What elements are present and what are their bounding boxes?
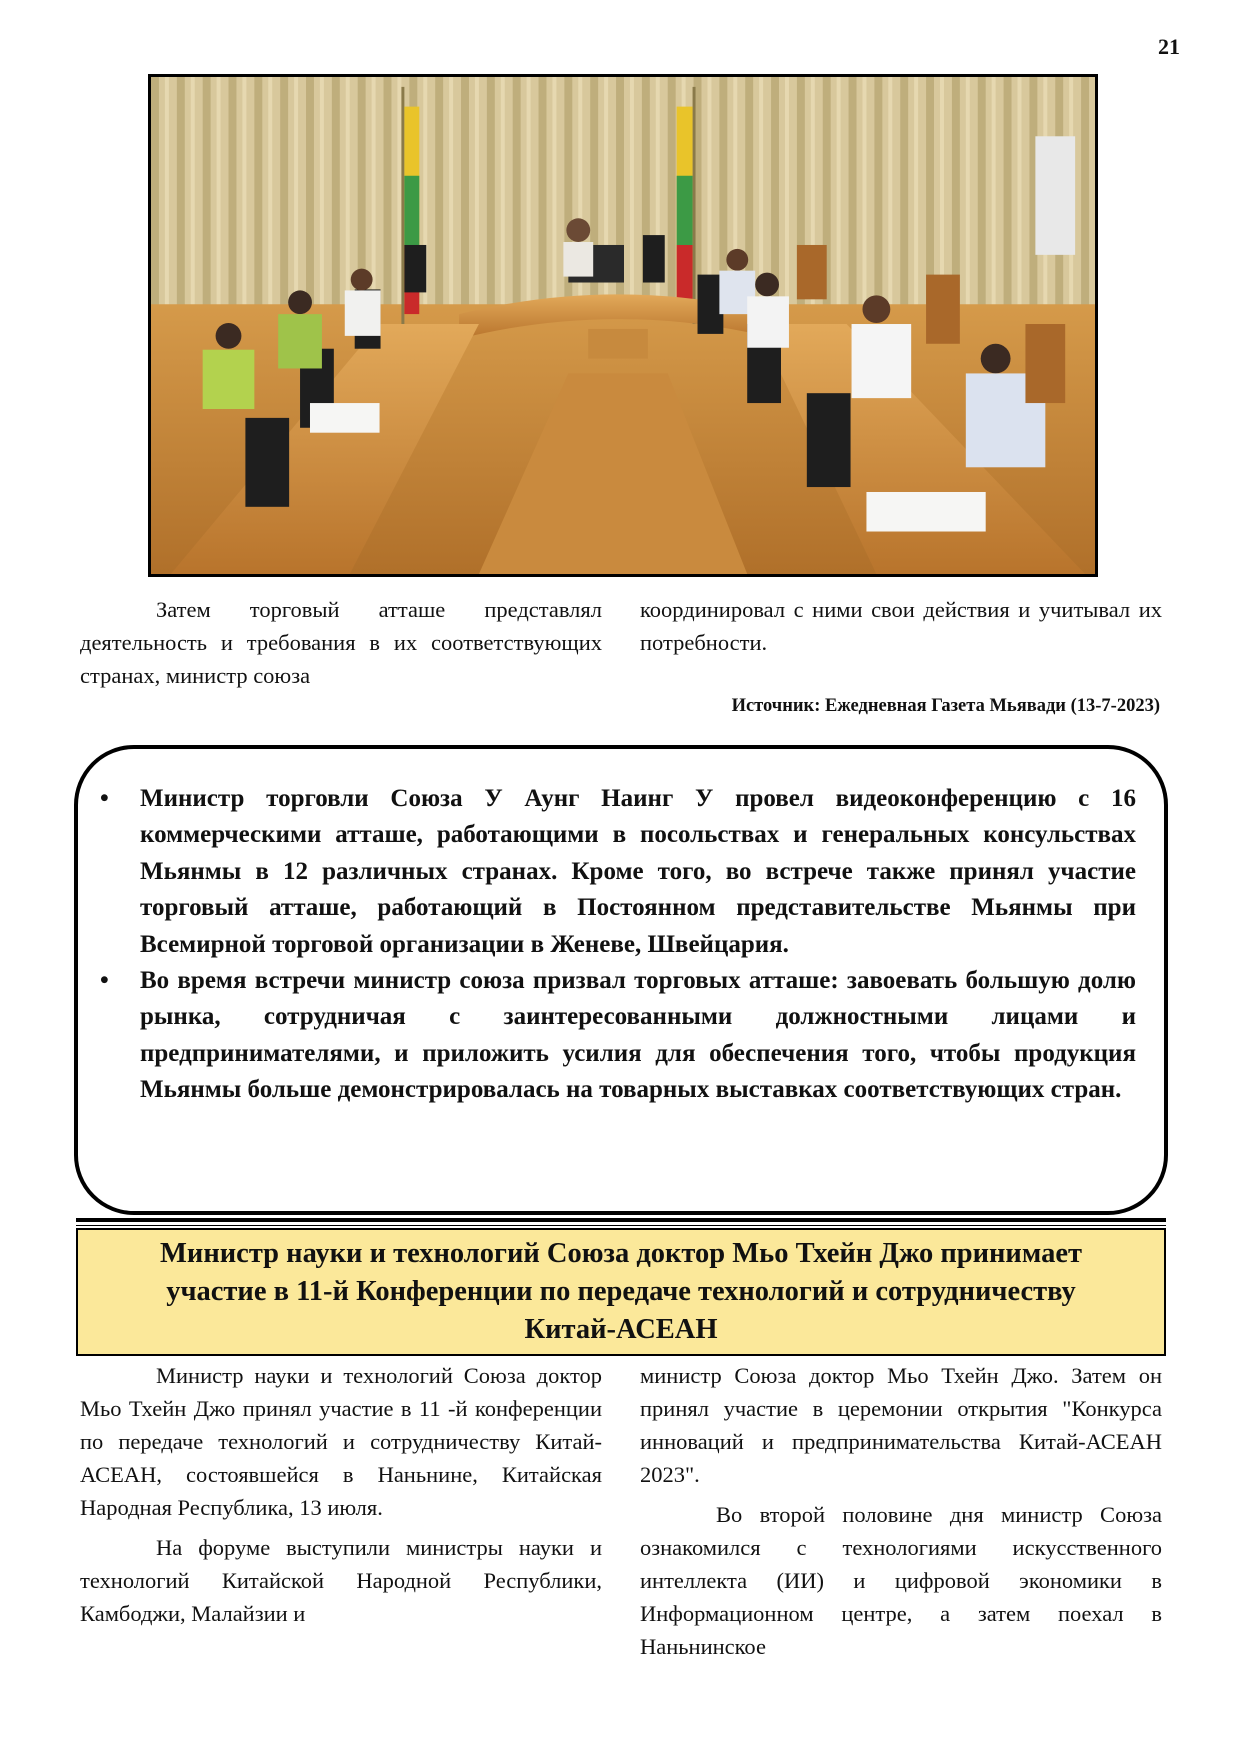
article-headline — [76, 1228, 1166, 1356]
divider-thick — [76, 1218, 1166, 1222]
bullet-icon: • — [100, 785, 109, 812]
headline-line: Китай-АСЕАН — [524, 1314, 718, 1345]
highlight-text: Министр торговли Союза У Аунг Наинг У провел видеоконференцию с 16 коммерческими атташе, работающими в посольствах и генеральных консульствах Мьянмы в 12 различных странах. Кроме того, во встрече также принял участие торговый атташе, работающий в Постоянном представительстве Мьянмы при Всемирной торговой организации в Женеве, Швейцария. — [140, 785, 1136, 958]
article-paragraph: министр Союза доктор Мьо Тхейн Джо. Затем он принял участие в церемонии открытия "Конкурса инноваций и предпринимательства Китай-АСЕАН 2023". — [640, 1363, 1162, 1487]
article-column-1 — [80, 1359, 602, 1630]
intro-column-1 — [80, 593, 602, 692]
highlight-item — [100, 781, 1136, 963]
highlight-box — [74, 745, 1168, 1215]
highlight-item — [100, 963, 1136, 1109]
intro-paragraph-1: Затем торговый атташе представлял деятельность и требования в их соответствующих странах, министр союза — [80, 597, 602, 688]
source-citation: Источник: Ежедневная Газета Мьявади (13-7-2023) — [731, 696, 1160, 716]
highlight-list — [100, 781, 1136, 1109]
headline-line: участие в 11-й Конференции по передаче технологий и сотрудничеству — [166, 1276, 1076, 1307]
article-paragraph: Министр науки и технологий Союза доктор Мьо Тхейн Джо принял участие в 11 -й конференции по передаче технологий и сотрудничеству Китай-АСЕАН, состоявшейся в Наньнине, Китайская Народная Республика, 13 июля. — [80, 1363, 602, 1520]
article-paragraph: На форуме выступили министры науки и технологий Китайской Народной Республики, Камбоджи, Малайзии и — [80, 1535, 602, 1626]
divider-thin — [76, 1225, 1166, 1226]
meeting-photo-illustration — [151, 77, 1095, 574]
page-number: 21 — [1158, 34, 1180, 59]
intro-paragraph-2: координировал с ними свои действия и учитывал их потребности. — [640, 597, 1162, 655]
article-paragraph: Во второй половине дня министр Союза ознакомился с технологиями искусственного интеллекта (ИИ) и цифровой экономики в Информационном центре, а затем поехал в Наньнинское — [640, 1502, 1162, 1659]
meeting-photo — [148, 74, 1098, 577]
highlight-text: Во время встречи министр союза призвал торговых атташе: завоевать большую долю рынка, сотрудничая с заинтересованными должностными лицами и предпринимателями, и приложить усилия для обеспечения того, чтобы продукция Мьянмы больше демонстрировалась на товарных выставках соответствующих стран. — [140, 967, 1136, 1104]
intro-column-2 — [640, 593, 1162, 659]
headline-line: Министр науки и технологий Союза доктор Мьо Тхейн Джо принимает — [160, 1238, 1082, 1269]
bullet-icon: • — [100, 967, 109, 995]
article-column-2 — [640, 1359, 1162, 1663]
